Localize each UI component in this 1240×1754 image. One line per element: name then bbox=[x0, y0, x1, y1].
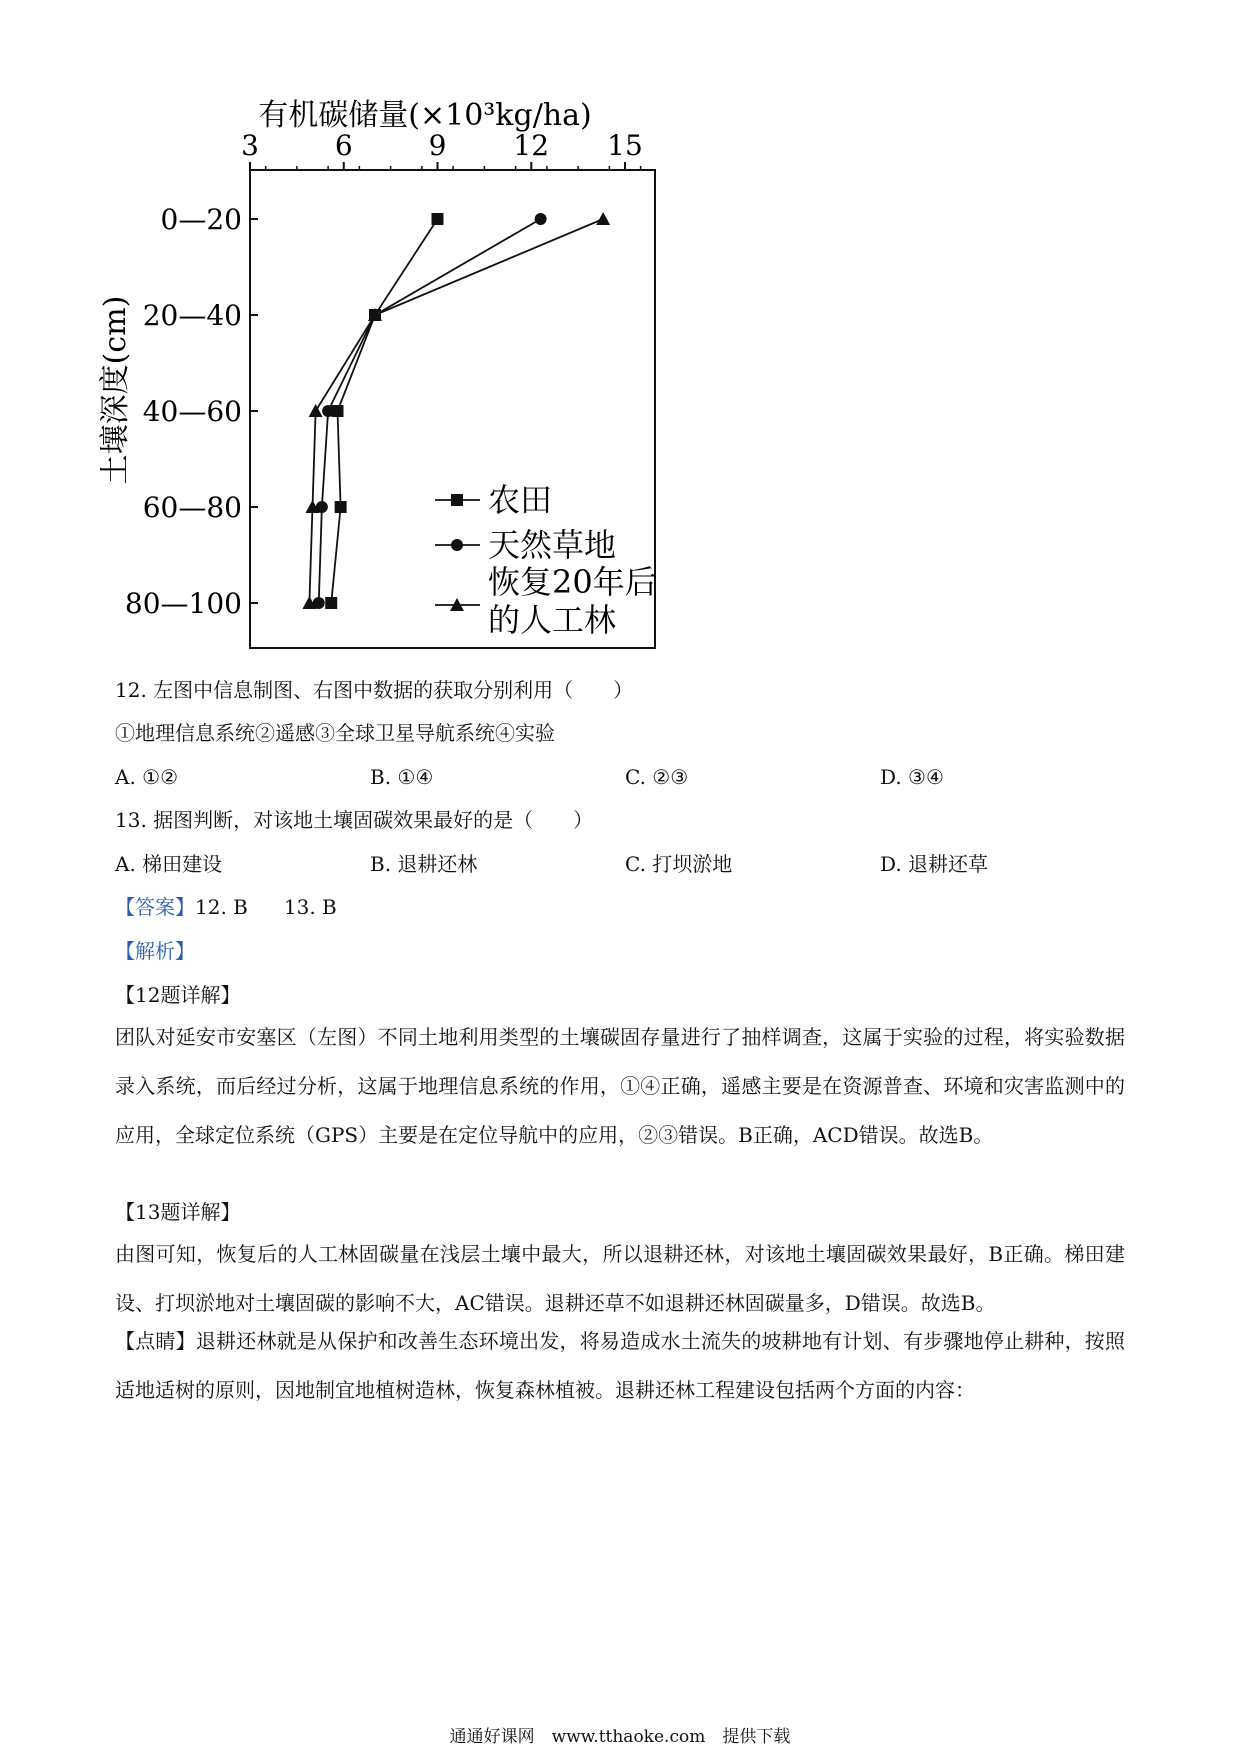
y-tick-label: 20—40 bbox=[142, 299, 242, 332]
data-point-2-0 bbox=[596, 212, 610, 225]
detail-13-text: 由图可知，恢复后的人工林固碳量在浅层土壤中最大，所以退耕还林，对该地土壤固碳效果最好，B正确。梯田建设、打坝淤地对土壤固碳的影响不大，AC错误。退耕还草不如退耕还林固碳量多，D错误。故选B。 bbox=[115, 1242, 1125, 1315]
detail-12-title: 【12题详解】 bbox=[115, 983, 241, 1007]
y-axis-label: 土壤深度(cm) bbox=[98, 295, 133, 485]
footer: 通通好课网 www.tthaoke.com 提供下载 bbox=[449, 1727, 791, 1747]
answer-13: 13. B bbox=[283, 895, 337, 919]
legend-marker-1 bbox=[451, 539, 463, 551]
q12-stem: 12. 左图中信息制图、右图中数据的获取分别利用（ ） bbox=[115, 678, 634, 702]
data-point-0-3 bbox=[335, 501, 347, 513]
y-ticks bbox=[125, 203, 258, 620]
tip-text: 退耕还林就是从保护和改善生态环境出发，将易造成水土流失的坡耕地有计划、有步骤地停止耕种，按照适地适树的原则，因地制宜地植树造林，恢复森林植被。退耕还林工程建设包括两个方面的内容： bbox=[115, 1329, 1126, 1402]
x-ticks bbox=[241, 129, 643, 170]
q12-items: ①地理信息系统②遥感③全球卫星导航系统④实验 bbox=[115, 721, 555, 745]
answer-label: 【答案】 bbox=[115, 895, 195, 919]
y-tick-label: 0—20 bbox=[160, 203, 242, 236]
data-point-1-2 bbox=[322, 405, 334, 417]
carbon-storage-chart bbox=[95, 95, 775, 745]
data-point-0-0 bbox=[432, 213, 444, 225]
q13-option-c: C. 打坝淤地 bbox=[625, 852, 733, 876]
legend bbox=[435, 481, 657, 639]
q12-option-d: D. ③④ bbox=[880, 765, 944, 789]
legend-marker-0 bbox=[451, 494, 463, 506]
x-tick-label: 9 bbox=[428, 129, 447, 162]
legend-label-2-1: 的人工林 bbox=[488, 601, 617, 639]
x-tick-label: 15 bbox=[607, 129, 643, 162]
legend-label-1: 天然草地 bbox=[488, 526, 617, 564]
q12-option-a: A. ①② bbox=[115, 765, 179, 789]
tip-label: 【点睛】 bbox=[115, 1329, 196, 1353]
legend-label-0: 农田 bbox=[488, 481, 553, 519]
detail-12-text: 团队对延安市安塞区（左图）不同土地利用类型的土壤碳固存量进行了抽样调查，这属于实验的过程，将实验数据录入系统，而后经过分析，这属于地理信息系统的作用，①④正确，遥感主要是在资源普查、环境和灾害监测中的应用，全球定位系统（GPS）主要是在定位导航中的应用，②③错误。B正确，ACD错误。故选B。 bbox=[115, 1025, 1125, 1147]
data-point-2-2 bbox=[309, 404, 323, 417]
analysis-label: 【解析】 bbox=[115, 939, 195, 963]
q12-option-b: B. ①④ bbox=[370, 765, 434, 789]
series-line-0 bbox=[331, 219, 437, 603]
data-point-1-0 bbox=[535, 213, 547, 225]
q13-option-b: B. 退耕还林 bbox=[370, 852, 478, 876]
legend-label-2-0: 恢复20年后 bbox=[488, 563, 657, 601]
y-tick-label: 80—100 bbox=[124, 587, 242, 620]
chart-title: 有机碳储量(×10³kg/ha) bbox=[258, 98, 592, 133]
answer-line bbox=[115, 897, 337, 917]
q13-stem: 13. 据图判断，对该地土壤固碳效果最好的是（ ） bbox=[115, 808, 594, 832]
data-point-0-4 bbox=[325, 597, 337, 609]
answer-12: 12. B bbox=[195, 895, 248, 919]
q13-option-d: D. 退耕还草 bbox=[880, 852, 989, 876]
tip-paragraph bbox=[115, 1317, 1125, 1415]
x-tick-label: 6 bbox=[334, 129, 353, 162]
q13-option-a: A. 梯田建设 bbox=[115, 852, 223, 876]
x-tick-label: 3 bbox=[241, 129, 259, 162]
q12-option-c: C. ②③ bbox=[625, 765, 689, 789]
x-tick-label: 12 bbox=[513, 129, 550, 162]
y-tick-label: 40—60 bbox=[142, 395, 242, 428]
y-tick-label: 60—80 bbox=[142, 491, 242, 524]
detail-13-title: 【13题详解】 bbox=[115, 1200, 241, 1224]
